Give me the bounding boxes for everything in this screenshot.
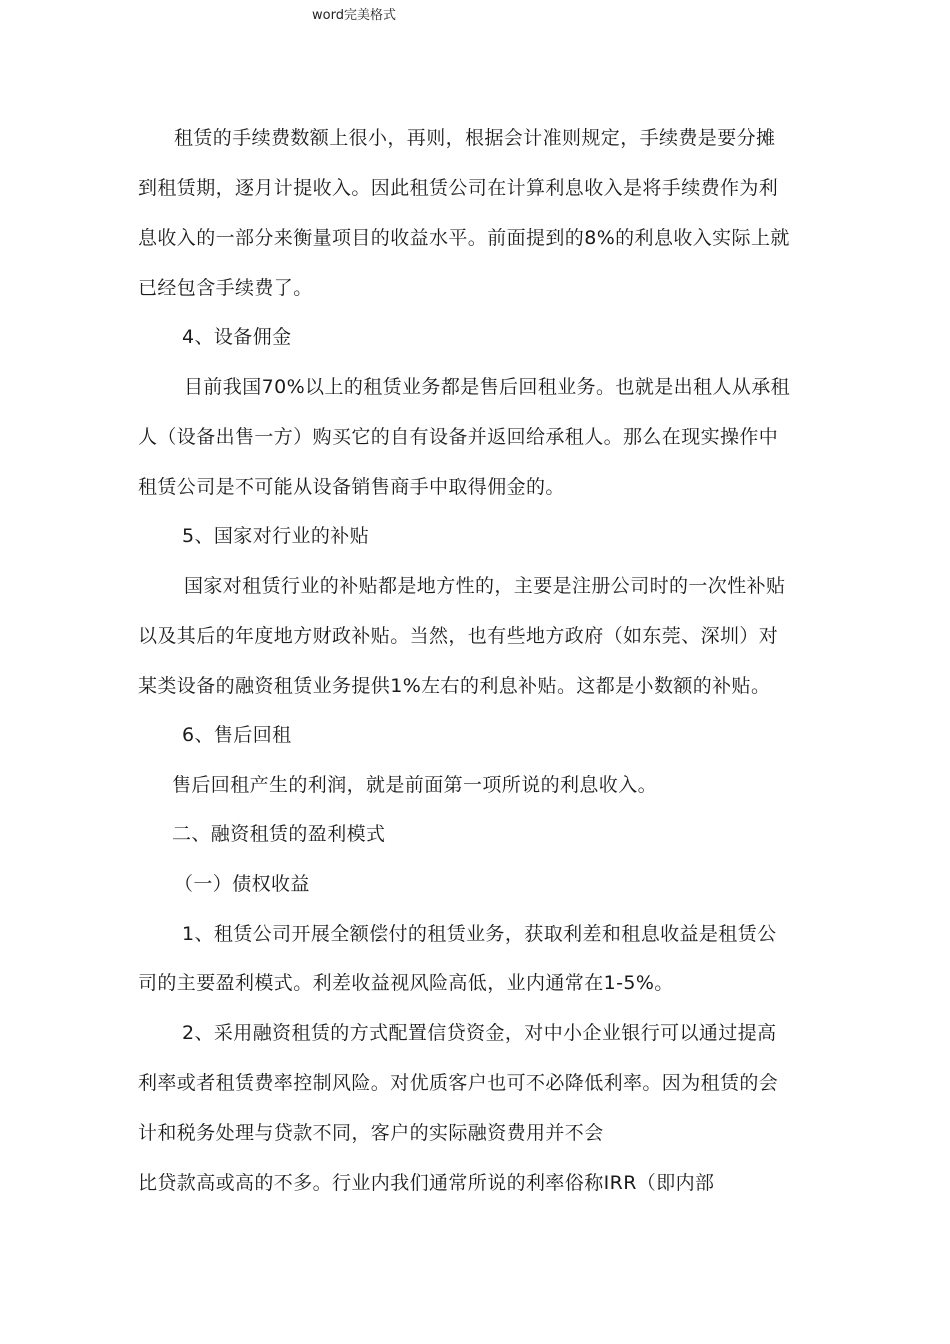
text-line: 以及其后的年度地方财政补贴。当然，也有些地方政府（如东莞、深圳）对	[138, 625, 779, 647]
text-line: 某类设备的融资租赁业务提供1%左右的利息补贴。这都是小数额的补贴。	[138, 675, 771, 697]
section-heading: 6、售后回租	[182, 724, 292, 746]
text-line: 国家对租赁行业的补贴都是地方性的，主要是注册公司时的一次性补贴	[184, 575, 786, 597]
text-line: 目前我国70%以上的租赁业务都是售后回租业务。也就是出租人从承租	[184, 376, 791, 398]
text-line: 人（设备出售一方）购买它的自有设备并返回给承租人。那么在现实操作中	[138, 426, 779, 448]
section-heading: （一）债权收益	[174, 873, 310, 895]
section-heading: 二、融资租赁的盈利模式	[172, 823, 386, 845]
text-line: 司的主要盈利模式。利差收益视风险高低，业内通常在1-5%。	[138, 972, 674, 994]
text-line: 1、租赁公司开展全额偿付的租赁业务，获取利差和租息收益是租赁公	[182, 923, 777, 945]
section-heading: 4、设备佣金	[182, 326, 292, 348]
text-line: 息收入的一部分来衡量项目的收益水平。前面提到的8%的利息收入实际上就	[138, 227, 790, 249]
text-line: 计和税务处理与贷款不同，客户的实际融资费用并不会	[138, 1122, 604, 1144]
text-line: 到租赁期，逐月计提收入。因此租赁公司在计算利息收入是将手续费作为利	[138, 177, 779, 199]
text-line: 售后回租产生的利润，就是前面第一项所说的利息收入。	[172, 774, 658, 796]
text-line: 已经包含手续费了。	[138, 277, 313, 299]
text-line: 利率或者租赁费率控制风险。对优质客户也可不必降低利率。因为租赁的会	[138, 1072, 779, 1094]
text-line: 2、采用融资租赁的方式配置信贷资金，对中小企业银行可以通过提高	[182, 1022, 777, 1044]
text-line: 租赁公司是不可能从设备销售商手中取得佣金的。	[138, 476, 565, 498]
page-header-label: word完美格式	[312, 8, 396, 23]
text-line: 比贷款高或高的不多。行业内我们通常所说的利率俗称IRR（即内部	[138, 1172, 715, 1194]
section-heading: 5、国家对行业的补贴	[182, 525, 370, 547]
text-line: 租赁的手续费数额上很小，再则，根据会计准则规定，手续费是要分摊	[174, 127, 776, 149]
